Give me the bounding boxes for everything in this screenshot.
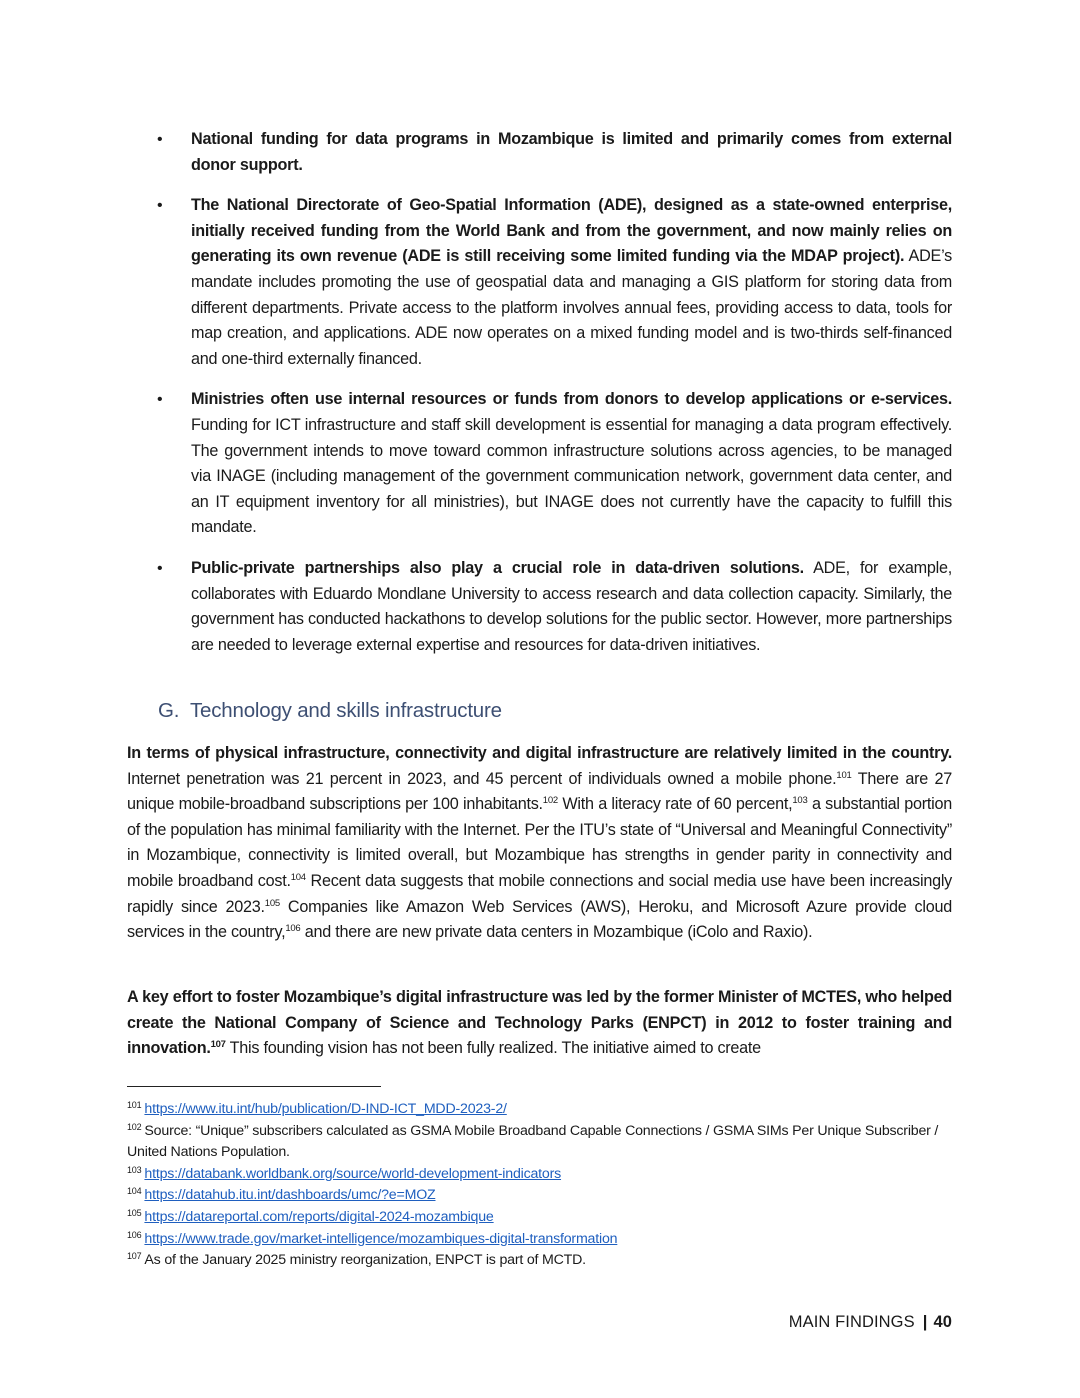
paragraph-text: Companies like Amazon Web Services (AWS), Heroku, and Microsoft Azure provide cloud services in the country, — [127, 897, 952, 942]
footnote-number: 103 — [127, 1164, 142, 1175]
bullet-item — [127, 127, 952, 178]
section-number: G. — [158, 699, 180, 722]
bullet-list — [127, 127, 952, 673]
bullet-icon: • — [157, 391, 163, 409]
paragraph-text: There are 27 unique mobile-broadband subscriptions per 100 inhabitants. — [127, 769, 953, 814]
footnote-item — [127, 1207, 952, 1229]
footnote-link[interactable]: https://datareportal.com/reports/digital-2024-mozambique — [144, 1208, 494, 1225]
footnote-link[interactable]: https://databank.worldbank.org/source/world-development-indicators — [144, 1165, 562, 1182]
footnote-ref[interactable]: 107 — [210, 1039, 226, 1051]
bullet-icon: • — [157, 197, 163, 215]
bullet-body: ADE, for example, collaborates with Eduardo Mondlane University to access research and data collection capacity. Similarly, the government has conducted hackathons to develop solutions for the public sector. However, more partnerships are needed to leverage external expertise and resources for data-driven initiatives. — [191, 558, 953, 654]
footnote-list — [127, 1099, 952, 1272]
paragraph-text: With a literacy rate of 60 percent, — [557, 795, 793, 814]
footer-separator: | — [922, 1313, 928, 1331]
bullet-lead: The National Directorate of Geo-Spatial Information (ADE), designed as a state-owned enterprise, initially received funding from the World Bank and from the government, and now mainly relies on generating its own revenue (ADE is still receiving some limited funding via the MDAP project). — [191, 196, 952, 266]
footnote-ref[interactable]: 103 — [792, 795, 808, 807]
footnote-link[interactable]: https://www.trade.gov/market-intelligence/mozambiques-digital-transformation — [144, 1230, 618, 1247]
bullet-item — [127, 193, 952, 372]
footnote-ref[interactable]: 101 — [836, 769, 852, 781]
paragraph-text: Recent data suggests that mobile connections and social media use have been increasingly rapidly since 2023. — [127, 871, 953, 916]
footnote-item — [127, 1229, 952, 1251]
footer-section: MAIN FINDINGS — [788, 1313, 915, 1331]
footnote-number: 101 — [127, 1100, 142, 1110]
paragraph-text: This founding vision has not been fully realized. The initiative aimed to create — [225, 1039, 761, 1058]
paragraph-infrastructure — [127, 741, 952, 946]
footnote-ref[interactable]: 102 — [542, 795, 558, 807]
footnote-item — [127, 1250, 952, 1272]
page-footer — [789, 1313, 952, 1332]
footnote-ref[interactable]: 106 — [285, 923, 301, 935]
footnote-item — [127, 1164, 952, 1186]
bullet-body: Funding for ICT infrastructure and staff skill development is essential for managing a data program effectively. The government intends to move toward common infrastructure solutions across agencies, to be managed via INAGE (including management of the government communication network, government data center, and an IT equipment inventory for all ministries), but INAGE does not currently have the capacity to fulfill this mandate. — [191, 415, 952, 537]
paragraph-text: and there are new private data centers in Mozambique (iColo and Raxio). — [300, 923, 813, 942]
bullet-body: ADE’s mandate includes promoting the use of geospatial data and managing a GIS platform for storing data from different departments. Private access to the platform involves annual fees, providing access to data, tools for map creation, and applications. ADE now operates on a mixed funding model and is two-thirds self-financed and one-third externally financed. — [191, 247, 952, 368]
footnote-text: As of the January 2025 ministry reorganization, ENPCT is part of MCTD. — [144, 1252, 586, 1269]
footnote-number: 102 — [127, 1121, 142, 1132]
paragraph-enpct — [127, 985, 952, 1062]
bullet-lead: Ministries often use internal resources or funds from donors to develop applications or e-services. — [191, 390, 952, 409]
footnote-link[interactable]: https://datahub.itu.int/dashboards/umc/?e=MOZ — [144, 1187, 436, 1204]
paragraph-lead: In terms of physical infrastructure, connectivity and digital infrastructure are relatively limited in the country. — [127, 744, 952, 762]
paragraph-text: Internet penetration was 21 percent in 2023, and 45 percent of individuals owned a mobile phone. — [127, 769, 837, 788]
footnote-divider — [127, 1086, 381, 1087]
bullet-lead: National funding for data programs in Mozambique is limited and primarily comes from external donor support. — [191, 130, 952, 174]
footnote-item — [127, 1121, 952, 1164]
paragraph-text: a substantial portion of the population has minimal familiarity with the Internet. Per the ITU’s state of “Universal and Meaningful Connectivity” in Mozambique, connectivity is limited overall, but Mozambique has strengths in gender parity in connectivity and mobile broadband cost. — [127, 795, 952, 890]
footnote-text: Source: “Unique” subscribers calculated as GSMA Mobile Broadband Capable Connections / GSMA SIMs Per Unique Subscriber / United Nations Population. — [127, 1122, 939, 1161]
footnote-ref[interactable]: 104 — [290, 871, 306, 883]
footnote-item — [127, 1185, 952, 1207]
footnote-link[interactable]: https://www.itu.int/hub/publication/D-IND-ICT_MDD-2023-2/ — [144, 1101, 507, 1117]
bullet-icon: • — [157, 131, 163, 148]
bullet-item — [127, 387, 952, 541]
footnote-number: 107 — [127, 1251, 142, 1262]
footnote-number: 106 — [127, 1229, 142, 1240]
bullet-lead: Public-private partnerships also play a crucial role in data-driven solutions. — [191, 558, 804, 577]
footnote-number: 104 — [127, 1186, 142, 1197]
section-title: Technology and skills infrastructure — [190, 699, 502, 722]
section-heading — [158, 699, 502, 723]
footnote-item — [127, 1099, 952, 1121]
footnote-ref[interactable]: 105 — [264, 897, 280, 909]
bullet-item — [127, 556, 952, 658]
page-number: 40 — [933, 1313, 952, 1331]
paragraph-lead: A key effort to foster Mozambique’s digital infrastructure was led by the former Minister of MCTES, who helped create the National Company of Science and Technology Parks (ENPCT) in 2012 to foster training and innovation. — [127, 988, 952, 1058]
footnote-number: 105 — [127, 1207, 142, 1218]
bullet-icon: • — [157, 559, 163, 577]
